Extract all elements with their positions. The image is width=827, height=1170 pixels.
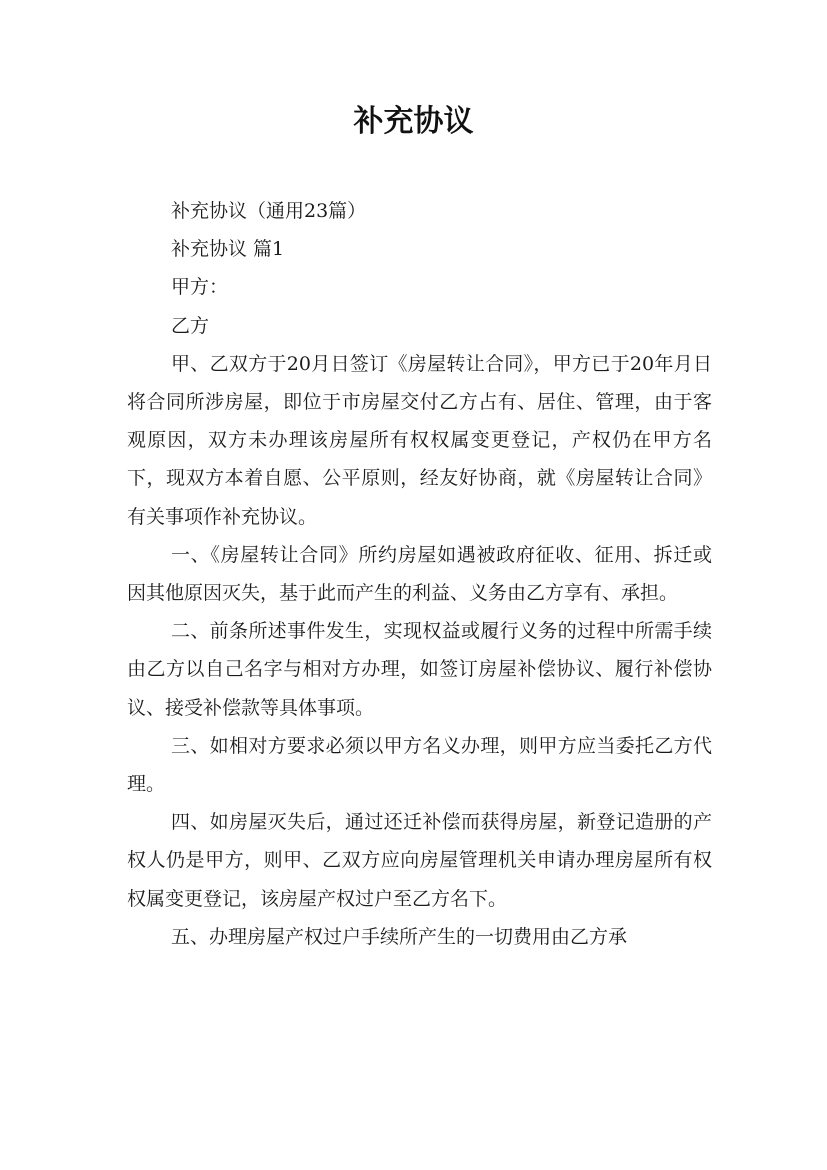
document-body xyxy=(127,192,712,956)
preamble-paragraph: 甲、乙双方于20月日签订《房屋转让合同》，甲方已于20年月日将合同所涉房屋，即位于市房屋交付乙方占有、居住、管理，由于客观原因，双方未办理该房屋所有权权属变更登记，产权仍在甲方名下，现双方本着自愿、公平原则，经友好协商，就《房屋转让合同》有关事项作补充协议。 xyxy=(127,352,712,528)
clause-1-paragraph: 一、《房屋转让合同》所约房屋如遇被政府征收、征用、拆迁或因其他原因灭失，基于此而产生的利益、义务由乙方享有、承担。 xyxy=(127,543,712,605)
clause-3-paragraph: 三、如相对方要求必须以甲方名义办理，则甲方应当委托乙方代理。 xyxy=(127,734,712,796)
document-title: 补充协议 xyxy=(353,104,474,139)
section-heading-paragraph: 补充协议 篇1 xyxy=(171,238,285,261)
party-b-label: 乙方 xyxy=(171,314,210,337)
clause-5-paragraph: 五、办理房屋产权过户手续所产生的一切费用由乙方承 xyxy=(171,925,628,948)
clause-2-paragraph: 二、前条所述事件发生，实现权益或履行义务的过程中所需手续由乙方以自己名字与相对方办理，如签订房屋补偿协议、履行补偿协议、接受补偿款等具体事项。 xyxy=(127,620,712,719)
subtitle-paragraph: 补充协议（通用23篇） xyxy=(171,200,367,222)
party-a-label: 甲方： xyxy=(171,276,229,299)
clause-4-paragraph: 四、如房屋灭失后，通过还迁补偿而获得房屋，新登记造册的产权人仍是甲方，则甲、乙双方应向房屋管理机关申请办理房屋所有权权属变更登记，该房屋产权过户至乙方名下。 xyxy=(127,811,712,910)
